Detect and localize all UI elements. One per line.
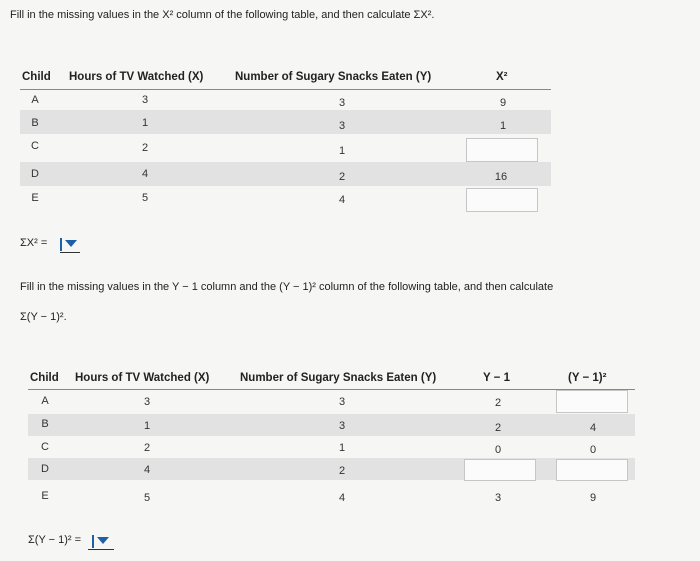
q2-cell-ym1: 3	[494, 492, 502, 504]
q1-cell-child: E	[31, 192, 39, 204]
q2-cell-x: 2	[143, 442, 151, 454]
q1-instruction: Fill in the missing values in the X² column of the following table, and then calculate ΣX².	[10, 9, 435, 21]
q1-header-rule	[20, 89, 551, 90]
q2-cell-child: A	[41, 395, 49, 407]
q2-cell-y: 3	[338, 420, 346, 432]
q1-header-y: Number of Sugary Snacks Eaten (Y)	[235, 71, 432, 83]
q1-cell-x2: 16	[494, 171, 508, 183]
q1-cell-x2: 1	[499, 120, 507, 132]
q2-cell-x: 1	[143, 420, 151, 432]
q2-ym1-input[interactable]	[464, 459, 536, 481]
q1-cell-x: 1	[141, 117, 149, 129]
q1-cell-x: 5	[141, 192, 149, 204]
q2-header-ym1: Y − 1	[483, 372, 510, 384]
q2-cell-child: E	[41, 490, 49, 502]
q1-cell-child: D	[31, 168, 39, 180]
q1-header-x: Hours of TV Watched (X)	[69, 71, 204, 83]
q1-x2-input[interactable]	[466, 138, 538, 162]
q2-sum-dropdown-arrow-icon[interactable]	[97, 537, 109, 544]
q2-header-x: Hours of TV Watched (X)	[75, 372, 210, 384]
q2-cell-child: D	[41, 463, 49, 475]
q1-row-band	[20, 162, 551, 186]
q1-sum-dropdown-arrow-icon[interactable]	[65, 240, 77, 247]
q2-header-y: Number of Sugary Snacks Eaten (Y)	[240, 372, 437, 384]
q2-instruction-line2: Σ(Y − 1)².	[20, 311, 67, 323]
q2-cell-ym1: 2	[494, 397, 502, 409]
q1-cell-child: B	[31, 117, 39, 129]
q2-cell-x: 3	[143, 396, 151, 408]
q1-cell-y: 3	[338, 97, 346, 109]
q2-cell-ym1: 2	[494, 422, 502, 434]
q1-x2-input[interactable]	[466, 188, 538, 212]
q2-ym1sq-input[interactable]	[556, 390, 628, 413]
q2-ym1sq-input[interactable]	[556, 459, 628, 481]
q1-sum-dropdown[interactable]	[60, 252, 80, 253]
q2-cell-ym1sq: 0	[589, 444, 597, 456]
q1-cell-y: 4	[338, 194, 346, 206]
q2-cell-y: 3	[338, 396, 346, 408]
q2-instruction-line1: Fill in the missing values in the Y − 1 column and the (Y − 1)² column of the following table, and then calculate	[20, 281, 554, 293]
q2-sum-label: Σ(Y − 1)² =	[28, 534, 82, 546]
q1-cell-y: 3	[338, 120, 346, 132]
dropdown-cursor	[60, 238, 62, 251]
dropdown-cursor	[92, 535, 94, 548]
q1-cell-x: 3	[141, 94, 149, 106]
q2-cell-ym1sq: 9	[589, 492, 597, 504]
q1-cell-child: C	[31, 140, 39, 152]
q1-cell-x2: 9	[499, 97, 507, 109]
q2-cell-ym1sq: 4	[589, 422, 597, 434]
q1-cell-x: 2	[141, 142, 149, 154]
q2-sum-dropdown[interactable]	[88, 549, 114, 550]
q1-cell-y: 2	[338, 171, 346, 183]
q2-cell-ym1: 0	[494, 444, 502, 456]
q2-cell-y: 4	[338, 492, 346, 504]
q1-cell-x: 4	[141, 168, 149, 180]
q1-sum-label: ΣX² =	[20, 237, 48, 249]
q1-header-x2: X²	[496, 71, 508, 83]
q2-header-child: Child	[30, 372, 59, 384]
q2-cell-child: B	[41, 418, 49, 430]
q1-row-band	[20, 110, 551, 134]
q2-cell-y: 2	[338, 465, 346, 477]
q2-header-ym1sq: (Y − 1)²	[568, 372, 607, 384]
q2-header-rule	[28, 389, 635, 390]
q2-cell-x: 4	[143, 464, 151, 476]
q2-cell-y: 1	[338, 442, 346, 454]
q2-cell-child: C	[41, 441, 49, 453]
q1-cell-y: 1	[338, 145, 346, 157]
q1-cell-child: A	[31, 94, 39, 106]
q1-header-child: Child	[22, 71, 51, 83]
q2-cell-x: 5	[143, 492, 151, 504]
